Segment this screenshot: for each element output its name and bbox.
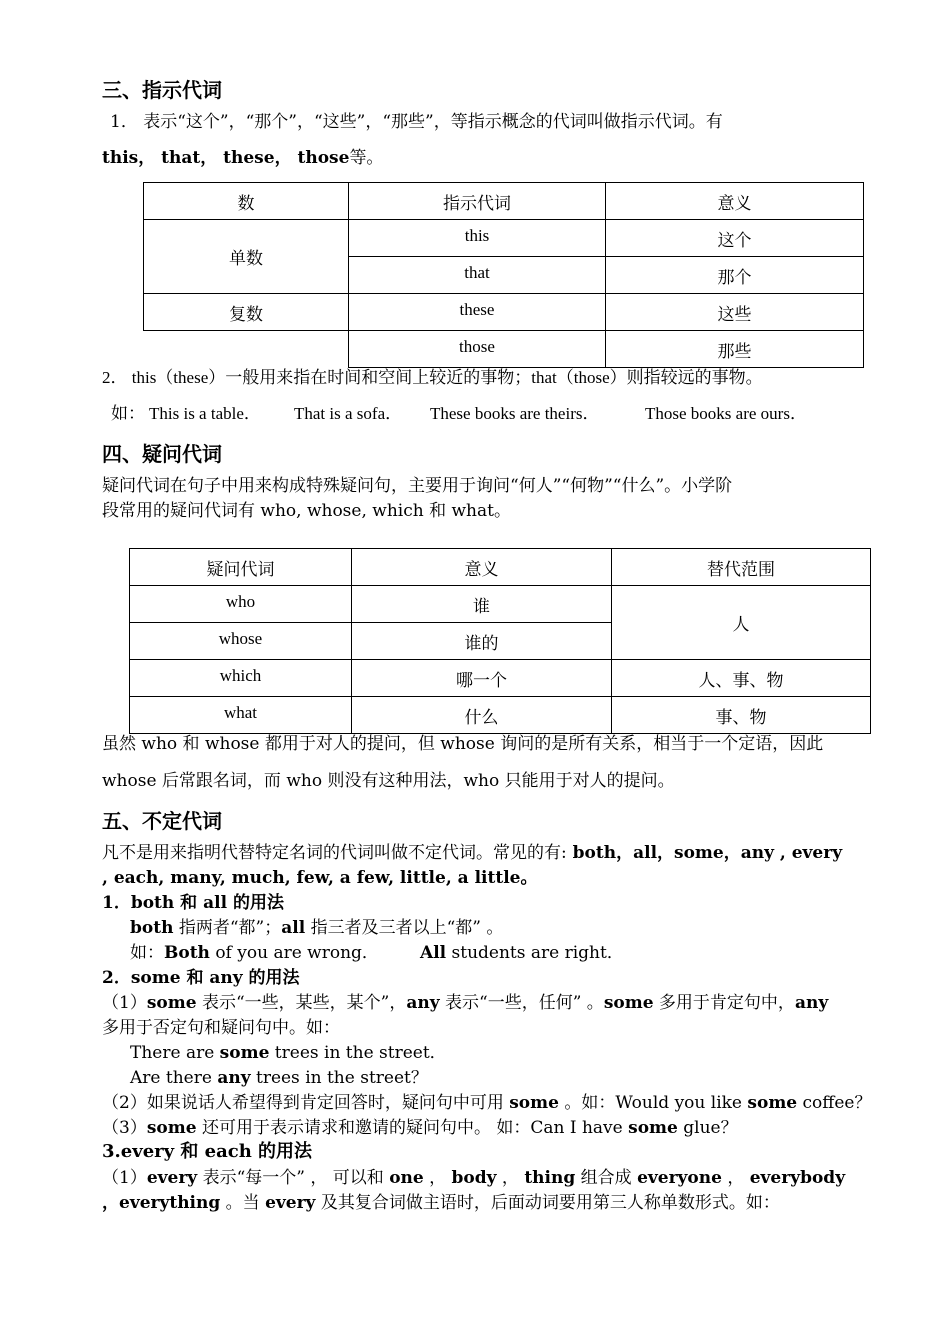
word-everybody: everybody	[749, 1168, 846, 1188]
table-cell: whose	[130, 623, 352, 660]
text-run: ，	[423, 1168, 452, 1188]
s3-paragraph-1-line-1: 1． 表示“这个”，“那个”，“这些”，“那些”，等指示概念的代词叫做指示代词。有	[110, 112, 723, 132]
sub1-text: 指三者及三者以上“都” 。	[305, 918, 504, 938]
demonstrative-pronoun-table	[143, 182, 864, 368]
s3-paragraph-1-line-2	[102, 148, 383, 168]
sub1-ex-text: of you are wrong．	[209, 943, 379, 963]
empty-cell	[144, 331, 349, 368]
text-run: 表示“一些，某些，某个”，	[196, 993, 407, 1013]
s3-p1-tail: 等。	[349, 148, 384, 168]
word-one: one	[389, 1168, 424, 1188]
text-run: There are	[130, 1043, 220, 1063]
text-run: 及其复合词做主语时，后面动词要用第三人称单数形式。如：	[315, 1193, 780, 1213]
s5-sub2-example-1	[130, 1043, 447, 1063]
s5-sub1-example-2	[420, 943, 624, 963]
word-everyone: everyone	[637, 1168, 722, 1188]
text-run: （2）如果说话人希望得到肯定回答时，疑问句中可用	[102, 1093, 510, 1113]
text-run: ，	[496, 1168, 525, 1188]
table-cell: 那个	[606, 257, 864, 294]
text-run: 表示“每一个” ， 可以和	[197, 1168, 390, 1188]
text-run: 组合成	[575, 1168, 638, 1188]
word-some: some	[747, 1093, 798, 1113]
word-everything: ，everything	[102, 1193, 221, 1213]
s3-example-prefix: 如：	[111, 404, 145, 423]
s3-pronoun-list: this， that， these， those	[102, 148, 350, 168]
table-cell: which	[130, 660, 352, 697]
sub1-ex-prefix: 如：	[130, 943, 164, 963]
text-run: （1）	[102, 1168, 147, 1188]
s4-paragraph-1-line-1: 疑问代词在句子中用来构成特殊疑问句，主要用于询问“何人”“何物”“什么”。小学阶	[102, 476, 733, 496]
text-run: （3）	[102, 1118, 147, 1138]
table-header: 意义	[606, 183, 864, 220]
word-some: some	[146, 1118, 197, 1138]
s5-subtitle-2: 2．some 和 any 的用法	[102, 968, 300, 988]
s5-sub1-example-1	[130, 943, 379, 963]
text-run: Are there	[130, 1068, 218, 1088]
text-run: （1）	[102, 993, 147, 1013]
table-header: 意义	[352, 549, 612, 586]
s3-example-1: This is a table．	[149, 404, 261, 423]
text-run: trees in the street．	[269, 1043, 447, 1063]
table-cell: 谁	[352, 586, 612, 623]
word-any: any	[794, 993, 829, 1013]
word-thing: thing	[524, 1168, 576, 1188]
section-4-title: 四、疑问代词	[102, 442, 222, 466]
word-some: some	[628, 1118, 678, 1138]
s3-example-2: That is a sofa．	[294, 404, 403, 423]
word-all: all	[281, 918, 306, 938]
word-every: every	[265, 1193, 316, 1213]
cell-scope-person: 人	[612, 586, 871, 660]
s5-subtitle-3: 3.every 和 each 的用法	[102, 1141, 313, 1162]
table-cell: 人、事、物	[612, 660, 871, 697]
s3-example-4: Those books are ours．	[645, 404, 807, 423]
s5-sub2-paragraph-3	[102, 1118, 738, 1138]
cell-plural: 复数	[144, 294, 349, 331]
word-body: body	[451, 1168, 497, 1188]
cell-singular: 单数	[144, 220, 349, 294]
sub1-ex-text: students are right．	[446, 943, 624, 963]
table-header: 替代范围	[612, 549, 871, 586]
text-run: ，	[721, 1168, 750, 1188]
word-some: some	[509, 1093, 559, 1113]
table-cell: 谁的	[352, 623, 612, 660]
word-any: any	[217, 1068, 251, 1088]
word-some: some	[219, 1043, 270, 1063]
s5-p1-words: both，all，some，any , every	[566, 843, 843, 863]
table-header: 数	[144, 183, 349, 220]
table-cell: 这个	[606, 220, 864, 257]
word-both: Both	[164, 943, 210, 963]
s5-sub2-example-2	[130, 1068, 428, 1088]
s5-paragraph-1-line-2	[102, 868, 537, 888]
text-run: trees in the street？	[250, 1068, 428, 1088]
word-any: any	[406, 993, 440, 1013]
table-cell: 那些	[606, 331, 864, 368]
s3-example-3: These books are theirs．	[430, 404, 600, 423]
s5-p1-text: 凡不是用来指明代替特定名词的代词叫做不定代词。常见的有:	[102, 843, 567, 863]
s5-sub3-line-2	[102, 1193, 780, 1213]
table-cell: 哪一个	[352, 660, 612, 697]
table-cell: 事、物	[612, 697, 871, 734]
s4-paragraph-1-line-2: 段常用的疑问代词有 who, whose, which 和 what。	[102, 501, 511, 521]
sub1-text: 指两者“都”；	[173, 918, 282, 938]
table-header: 疑问代词	[130, 549, 352, 586]
word-every: every	[146, 1168, 198, 1188]
text-run: 表示“一些，任何” 。	[439, 993, 604, 1013]
interrogative-pronoun-table	[129, 548, 871, 734]
text-run: 。当	[220, 1193, 266, 1213]
s5-paragraph-1-line-1	[102, 843, 842, 863]
text-run: 多用于肯定句中，	[653, 993, 795, 1013]
text-run: 还可用于表示请求和邀请的疑问句中。 如：Can I have	[196, 1118, 629, 1138]
section-3-title: 三、指示代词	[102, 78, 222, 102]
table-cell: what	[130, 697, 352, 734]
s3-paragraph-2: 2． this（these）一般用来指在时间和空间上较近的事物；that（those）则指较远的事物。	[102, 368, 763, 387]
table-cell: these	[349, 294, 606, 331]
word-both: both	[130, 918, 174, 938]
table-cell: that	[349, 257, 606, 294]
s4-paragraph-2-line-2: whose 后常跟名词，而 who 则没有这种用法，who 只能用于对人的提问。	[102, 771, 675, 791]
s5-sub2-p1-line-2: 多用于否定句和疑问句中。如：	[102, 1018, 340, 1038]
word-all: All	[420, 943, 447, 963]
table-cell: 这些	[606, 294, 864, 331]
text-run: glue？	[677, 1118, 738, 1138]
s5-sub1-line-1	[130, 918, 503, 938]
word-some: some	[603, 993, 654, 1013]
s5-sub3-line-1	[102, 1168, 845, 1188]
s5-sub2-p1-line-1	[102, 993, 828, 1013]
section-5-title: 五、不定代词	[102, 809, 222, 833]
table-cell: who	[130, 586, 352, 623]
table-header: 指示代词	[349, 183, 606, 220]
table-cell: this	[349, 220, 606, 257]
s5-subtitle-1: 1．both 和 all 的用法	[102, 893, 284, 913]
text-run: 。如：Would you like	[558, 1093, 748, 1113]
s5-sub2-paragraph-2	[102, 1093, 871, 1113]
s4-paragraph-2-line-1: 虽然 who 和 whose 都用于对人的提问，但 whose 询问的是所有关系，相当于一个定语，因此	[102, 734, 824, 754]
table-cell: those	[349, 331, 606, 368]
text-run: coffee？	[797, 1093, 872, 1113]
word-some: some	[146, 993, 197, 1013]
s5-p1-words-2: , each, many, much, few, a few, little, a little。	[102, 868, 538, 888]
table-cell: 什么	[352, 697, 612, 734]
